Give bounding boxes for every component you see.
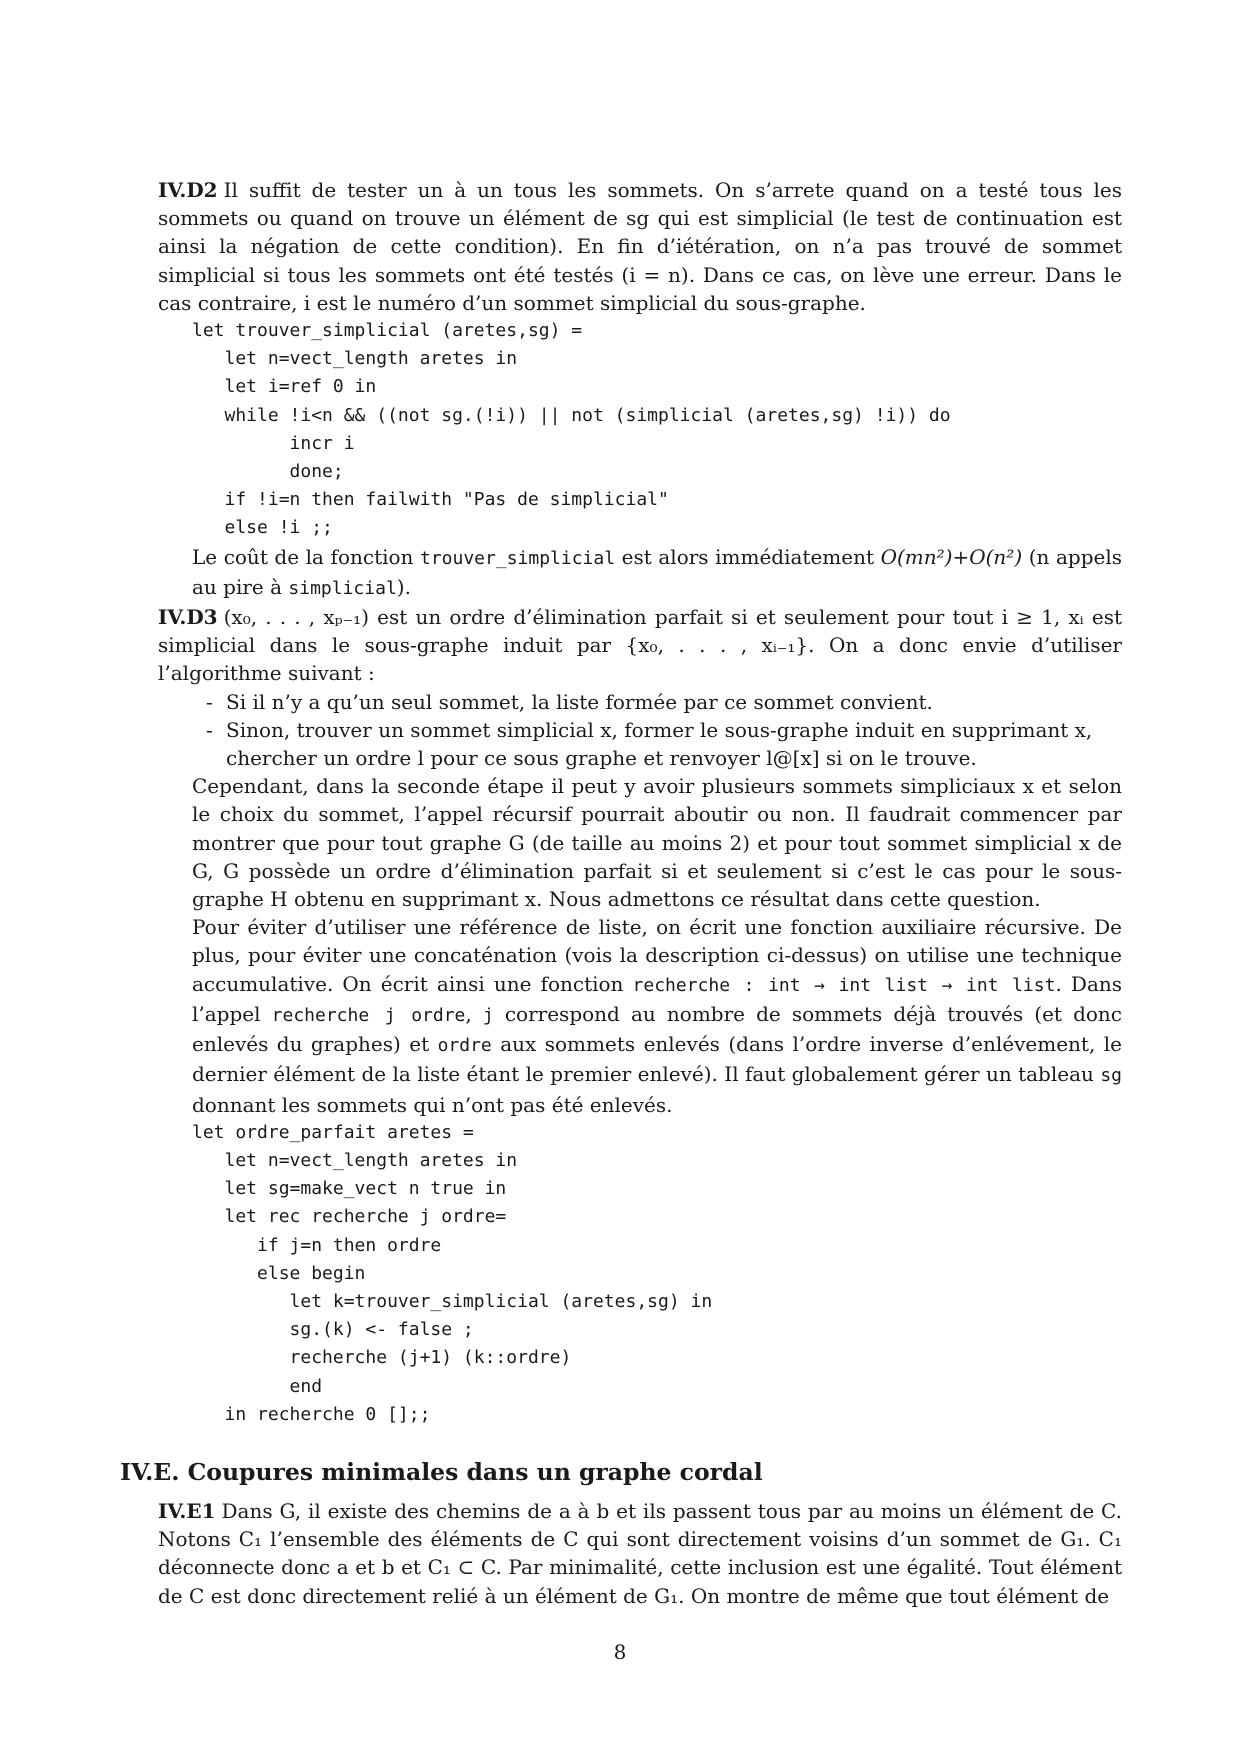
paragraph-method (192, 913, 1122, 1118)
inline-code: recherche j ordre (271, 1004, 466, 1026)
page-content (122, 176, 1122, 1610)
text-span: donnant les sommets qui n’ont pas été enlevés. (192, 1092, 673, 1117)
answer-iv-e1-text (158, 1497, 1122, 1610)
cost-text: Le coût de la fonction (192, 544, 414, 569)
answer-body: (x₀, . . . , xₚ₋₁) est un ordre d’élimination parfait si et seulement pour tout i ≥ 1, xᵢ est simplicial dans le sous-graphe induit par {x₀, . . . , xᵢ₋₁}. On a donc envie d’utiliser l’algorithme suivant : (158, 605, 1122, 686)
answer-label: IV.E1 (158, 1498, 216, 1523)
section-heading: IV.E. Coupures minimales dans un graphe cordal (120, 1457, 763, 1486)
answer-iv-d3 (122, 603, 1122, 1429)
text-span: correspond au nombre de sommets déjà trouvés (et donc enlevés du graphes) et (192, 1001, 1122, 1057)
function-name-2: simplicial (288, 577, 397, 599)
answer-iv-d2-text (158, 176, 1122, 317)
list-item: - Sinon, trouver un sommet simplicial x, former le sous-graphe induit en supprimant x, chercher un ordre l pour ce sous graphe et renvoyer l@[x] si on le trouve. (206, 716, 1122, 772)
answer-iv-e1 (122, 1497, 1122, 1610)
inline-code: ordre (437, 1035, 492, 1057)
answer-body: Dans G, il existe des chemins de a à b et ils passent tous par au moins un élément de C. Notons C₁ l’ensemble des éléments de C qui sont directement voisins d’un sommet de G₁. C₁ déconnecte donc a et b et C₁ ⊂ C. Par minimalité, cette inclusion est une égalité. Tout élément de C est donc directement relié à un élément de G₁. On montre de même que tout élément de (158, 1498, 1122, 1608)
code-ordre-parfait: let ordre_parfait aretes = let n=vect_length aretes in let sg=make_vect n true in let rec recherche j ordre= if j=n then ordre else begin let k=trouver_simplicial (aretes,sg) in sg.(k) <- false ; recherche (j+1) (k::ordre) end in recherche 0 [];; (192, 1121, 713, 1425)
answer-iv-d2 (122, 176, 1122, 603)
function-name: trouver_simplicial (420, 547, 616, 569)
algorithm-steps (192, 688, 1122, 773)
text-span: Pour éviter d’utiliser une référence de liste, on écrit une fonction auxiliaire récursive. De plus, pour éviter une concaténation (vois la description ci-dessus) on utilise une technique accumulative. On écrit ainsi une fonction (192, 915, 1122, 996)
page-number: 8 (613, 1640, 627, 1664)
answer-body: Il suffit de tester un à un tous les sommets. On s’arrete quand on a testé tous les sommets ou quand on trouve un élément de sg qui est simplicial (le test de continuation est ainsi la négation de cette condition). En fin d’iétération, on n’a pas trouvé de sommet simplicial si tous les sommets ont été testés (i = n). Dans ce cas, on lève une erreur. Dans le cas contraire, i est le numéro d’un sommet simplicial du sous-graphe. (158, 178, 1122, 315)
cost-formula: O(mn²)+O(n²) (880, 544, 1023, 569)
answer-label: IV.D2 (158, 178, 218, 202)
text-span: . Dans l’appel (192, 971, 1123, 1026)
list-item: - Si il n’y a qu’un seul sommet, la liste formée par ce sommet convient. (206, 688, 1122, 716)
cost-text-post: (n appels au pire à (192, 544, 1122, 599)
cost-paragraph (192, 543, 1122, 603)
inline-code: sg (1100, 1065, 1122, 1087)
paragraph-justification: Cependant, dans la seconde étape il peut y avoir plusieurs sommets simpliciaux x et selon le choix du sommet, l’appel récursif pourrait aboutir ou non. Il faudrait commencer par montrer que pour tout graphe G (de taille au moins 2) et pour tout sommet simplicial x de G, G possède un ordre d’élimination parfait si et seulement si c’est le cas pour le sous-graphe H obtenu en supprimant x. Nous admettons ce résultat dans cette question. (192, 774, 1122, 912)
answer-iv-d3-intro (158, 603, 1122, 688)
code-trouver-simplicial: let trouver_simplicial (aretes,sg) = let n=vect_length aretes in let i=ref 0 in while !i<n && ((not sg.(!i)) || not (simplicial (aretes,sg) !i)) do incr i done; if !i=n then failwith "Pas de simplicial" else !i ;; (192, 320, 951, 539)
inline-code: j (482, 1004, 494, 1026)
text-span: aux sommets enlevés (dans l’ordre inverse d’enlévement, le dernier élément de la liste étant le premier enlevé). Il faut globalement gérer un tableau (192, 1032, 1122, 1087)
cost-text-mid: est alors immédiatement (621, 544, 875, 569)
answer-label: IV.D3 (158, 605, 218, 630)
function-signature: recherche : int → int list → int list (632, 974, 1056, 996)
text-span: , (465, 1001, 472, 1026)
cost-text-end: ). (396, 574, 411, 599)
